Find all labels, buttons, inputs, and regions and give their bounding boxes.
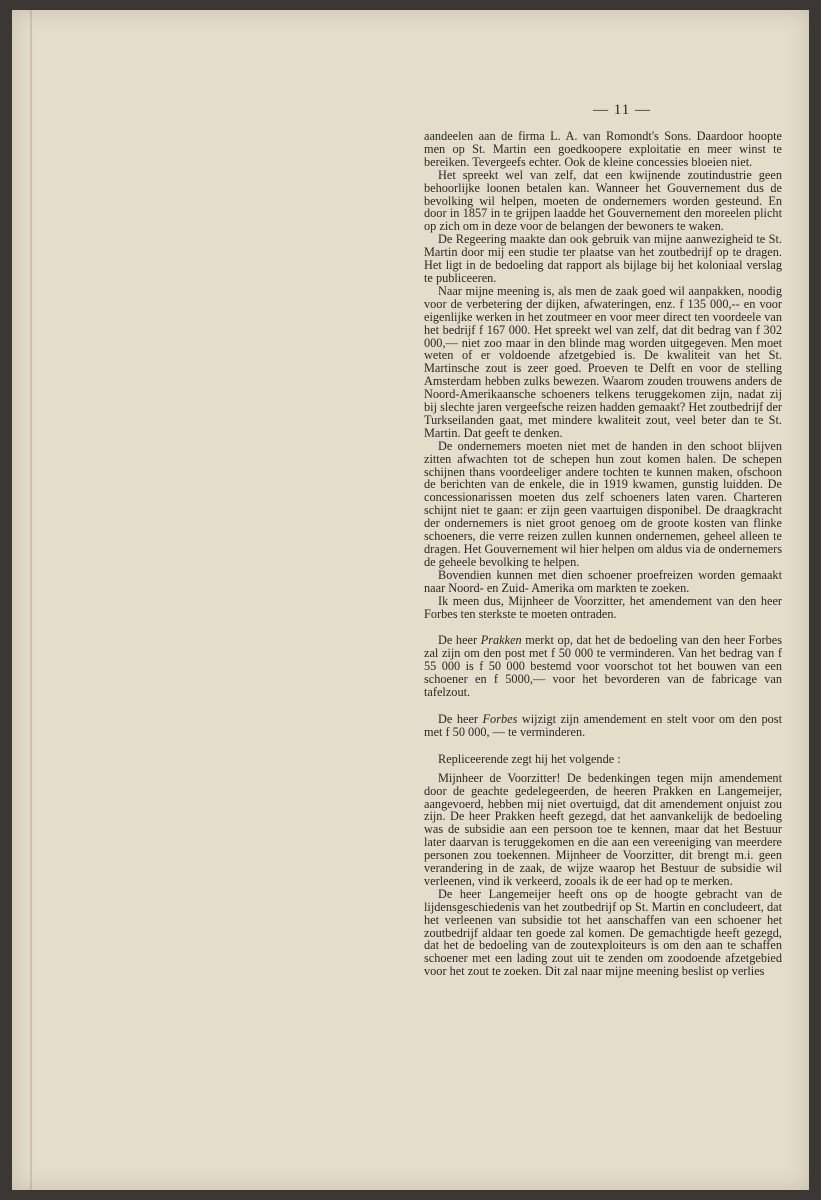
paragraph-5: De ondernemers moeten niet met de handen in den schoot blijven zitten afwachten tot de schepen hun zout komen halen. De schepen schijnen thans voordeeliger andere tochten te kunnen maken, ofschoon de berichten van de enkele, die in 1919 kwamen, gunstig luidden. De concessionarissen moeten dus zelf schoeners laten varen. Charteren schijnt niet te gaan: er zijn geen vaartuigen disponibel. De draagkracht der ondernemers is niet groot genoeg om de groote kosten van flinke schoeners, die verre reizen zullen kunnen ondernemen, geheel alleen te dragen. Het Gouvernement wil hier helpen om aldus via de ondernemers de geheele bevolking te helpen. [424,438,782,569]
prakken-paragraph [424,634,782,699]
paragraph-7: Ik meen dus, Mijnheer de Voorzitter, het amendement van den heer Forbes ten sterkste te moeten ontraden. [424,593,782,621]
reply-heading: Repliceerende zegt hij het volgende : [438,751,621,766]
document-page [12,10,809,1190]
paragraph-3: De Regeering maakte dan ook gebruik van mijne aanwezigheid te St. Martin door mij een studie ter plaatse van het zoutbedrijf op te dragen. Het ligt in de bedoeling dat rapport als bijlage bij het koloniaal verslag te publiceeren. [424,232,782,285]
paragraph-4: Naar mijne meening is, als men de zaak goed wil aanpakken, noodig voor de verbetering der dijken, afwateringen, enz. f 135 000,-- en voor eigenlijke werken in het zoutmeer en voor meer direct ten voordeele van het bedrijf f 167 000. Het spreekt wel van zelf, dat dit bedrag van f 302 000,— niet zoo maar in den blinde mag worden uitgegeven. Men moet weten of er voldoende afzetgebied is. De kwaliteit van het St. Martinsche zout is zeer goed. Proeven te Delft en voor de stelling Amsterdam hebben zulks bewezen. Waarom zouden trouwens anders de Noord-Amerikaansche schoeners telkens teruggekomen zijn, nadat zij bij slechte jaren vergeefsche reizen hadden gemaakt? Het zoutbedrijf der Turkseilanden gaat, met mindere kwaliteit zout, veel beter dan te St. Martin. Dat geeft te denken. [424,283,782,440]
forbes-paragraph [424,713,782,739]
reply-paragraph-1: Mijnheer de Voorzitter! De bedenkingen tegen mijn amendement door de geachte gedelegeerden, de heeren Prakken en Langemeijer, aangevoerd, hebben mij niet overtuigd, dat dit amendement onjuist zou zijn. De heer Prakken heeft gezegd, dat het aanvankelijk de bedoeling was de subsidie aan een persoon toe te kennen, maar dat het Bestuur later daarvan is teruggekomen en die aan een vereeniging van meerdere personen zou toekennen. Mijnheer de Voorzitter, dit brengt m.i. geen verandering in de zaak, de wijze waarop het Bestuur de subsidie wil verleenen, vind ik verkeerd, zooals ik de eer had op te merken. [424,770,782,888]
forbes-text: wijzigt zijn amendement en stelt voor om den post met f 50 000, — te verminderen. [424,711,782,739]
paragraph-1: aandeelen aan de firma L. A. van Romondt's Sons. Daardoor hoopte men op St. Martin een goedkoopere exploitatie en meer winst te bereiken. Tevergeefs echter. Ook de kleine concessies bloeien niet. [424,129,782,169]
page-number: — 11 — [593,102,651,118]
paragraph-2: Het spreekt wel van zelf, dat een kwijnende zoutindustrie geen behoorlijke loonen betalen kan. Wanneer het Gouvernement dus de bevolking wil helpen, moeten de ondernemers worden gesteund. En door in 1857 in te grijpen laadde het Gouvernement den moreelen plicht op zich om in deze voor de belangen der bewoners te waken. [424,167,782,234]
body-text [424,130,782,978]
paragraph-6: Bovendien kunnen met dien schoener proefreizen worden gemaakt naar Noord- en Zuid- Amerika om markten te zoeken. [424,567,782,595]
prakken-intro: De heer [438,633,481,648]
forbes-name: Forbes [482,711,518,726]
prakken-name: Prakken [480,633,522,648]
page-fold-line [30,10,32,1190]
reply-paragraph-2: De heer Langemeijer heeft ons op de hoogte gebracht van de lijdensgeschiedenis van het zoutbedrijf op St. Martin en concludeert, dat het verleenen van subsidie tot het aanschaffen van een schoener het zoutbedrijf aldaar ten goede zal komen. De gemachtigde heeft gezegd, dat het de bedoeling van de zoutexploiteurs is om den aan te schaffen schoener met een lading zout uit te zenden om zoodoende afzetgebied voor het zout te zoeken. Dit zal naar mijne meening beslist op verlies [424,886,782,979]
prakken-text: merkt op, dat het de bedoeling van den heer Forbes zal zijn om den post met f 50 000 te verminderen. Van het bedrag van f 55 000 is f 50 000 bestemd voor voorschot tot het bouwen van een schoener en f 5000,— voor het bevorderen van de fabricage van tafelzout. [424,633,782,700]
forbes-intro: De heer [438,711,483,726]
